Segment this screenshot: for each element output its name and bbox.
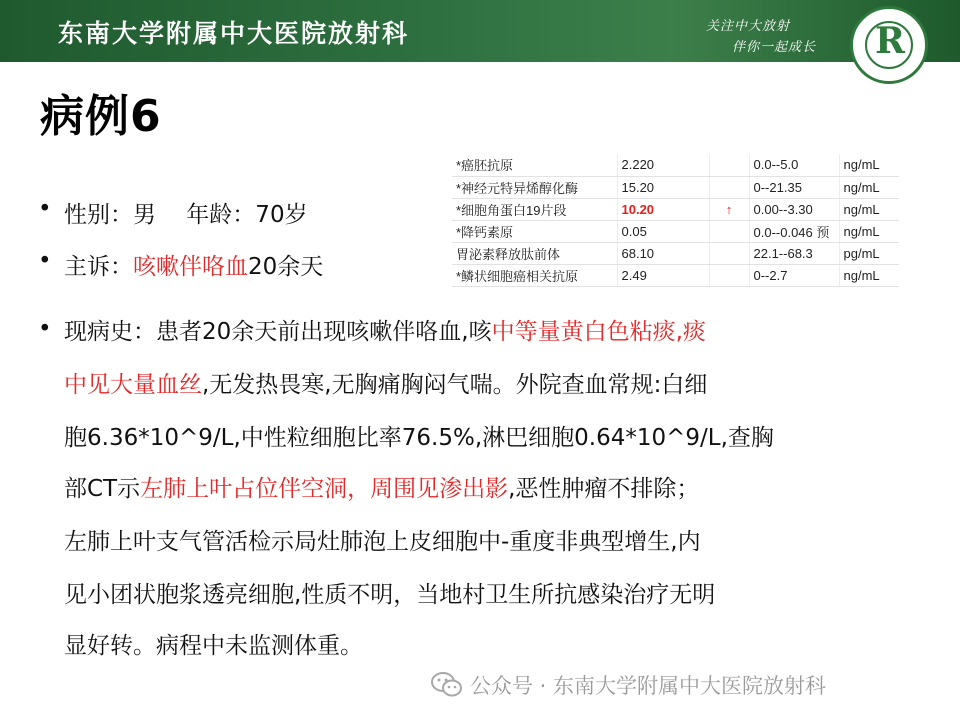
history-line-4 [64,470,699,503]
lab-flag [709,264,749,286]
lab-flag [709,242,749,264]
lab-reference-range: 0--2.7 [749,264,839,286]
complaint-highlight: 咳嗽伴咯血 [133,254,248,280]
hospital-logo-icon [850,6,928,84]
lab-row [452,176,899,198]
history-text: 现病史：患者20余天前出现咳嗽伴咯血,咳 [64,319,492,345]
lab-test-name: *降钙素原 [452,220,617,242]
history-line-6: 见小团状胞浆透亮细胞,性质不明，当地村卫生所抗感染治疗无明 [64,582,716,608]
slogan-line-2: 伴你一起成长 [732,40,817,55]
lab-row [452,220,899,242]
lab-unit: ng/mL [839,154,899,176]
bullet-marker: • [38,248,52,274]
history-line-5: 左肺上叶支气管活检示局灶肺泡上皮细胞中-重度非典型增生,内 [64,529,701,555]
history-line-7: 显好转。病程中未监测体重。 [64,633,363,659]
history-text: 部CT示 [64,476,141,502]
lab-test-value: 0.05 [617,220,709,242]
lab-test-value: 68.10 [617,242,709,264]
bullet-marker: • [38,316,52,342]
lab-test-value: 15.20 [617,176,709,198]
complaint-label: 主诉： [64,254,133,280]
wechat-icon [430,671,464,699]
lab-reference-range: 0.0--5.0 [749,154,839,176]
lab-flag [709,176,749,198]
lab-row [452,242,899,264]
lab-reference-range: 22.1--68.3 [749,242,839,264]
lab-reference-range: 0--21.35 [749,176,839,198]
slogan-line-1: 关注中大放射 [706,19,791,34]
lab-flag [709,220,749,242]
history-line-3: 胞6.36*10^9/L,中性粒细胞比率76.5%,淋巴细胞0.64*10^9/L,查胸 [64,425,774,451]
lab-test-name: *癌胚抗原 [452,154,617,176]
lab-test-name: *鳞状细胞癌相关抗原 [452,264,617,286]
lab-unit: pg/mL [839,242,899,264]
complaint-duration: 20余天 [248,254,324,280]
lab-test-value: 2.220 [617,154,709,176]
history-line-1 [64,313,706,346]
history-line-2 [64,366,707,399]
lab-test-name: *细胞角蛋白19片段 [452,198,617,220]
history-highlight: 左肺上叶占位伴空洞，周围见渗出影 [140,476,509,502]
complaint-line [64,248,323,281]
header-title: 东南大学附属中大医院放射科 [58,19,410,48]
lab-reference-range: 0.0--0.046 预 [749,220,839,242]
history-highlight: 中等量黄白色粘痰,痰 [491,319,706,345]
lab-results-table [452,154,899,287]
lab-row [452,264,899,286]
lab-unit: ng/mL [839,220,899,242]
watermark-text: 公众号 · 东南大学附属中大医院放射科 [470,674,827,698]
lab-flag: ↑ [709,198,749,220]
lab-reference-range: 0.00--3.30 [749,198,839,220]
history-text: ,恶性肿瘤不排除； [508,476,700,502]
lab-row [452,198,899,220]
lab-unit: ng/mL [839,264,899,286]
header-bar [0,0,960,62]
bullet-marker: • [38,196,52,222]
sex-age-line: 性别：男 年龄：70岁 [64,202,308,228]
lab-test-name: 胃泌素释放肽前体 [452,242,617,264]
lab-unit: ng/mL [839,198,899,220]
lab-row [452,154,899,176]
lab-test-name: *神经元特异烯醇化酶 [452,176,617,198]
lab-unit: ng/mL [839,176,899,198]
lab-test-value: 10.20 [617,198,709,220]
logo-mark: R [875,20,905,62]
history-highlight: 中见大量血丝 [64,372,202,398]
lab-test-value: 2.49 [617,264,709,286]
history-text: ,无发热畏寒,无胸痛胸闷气喘。外院查血常规:白细 [202,372,708,398]
case-title: 病例6 [40,91,162,142]
lab-flag [709,154,749,176]
